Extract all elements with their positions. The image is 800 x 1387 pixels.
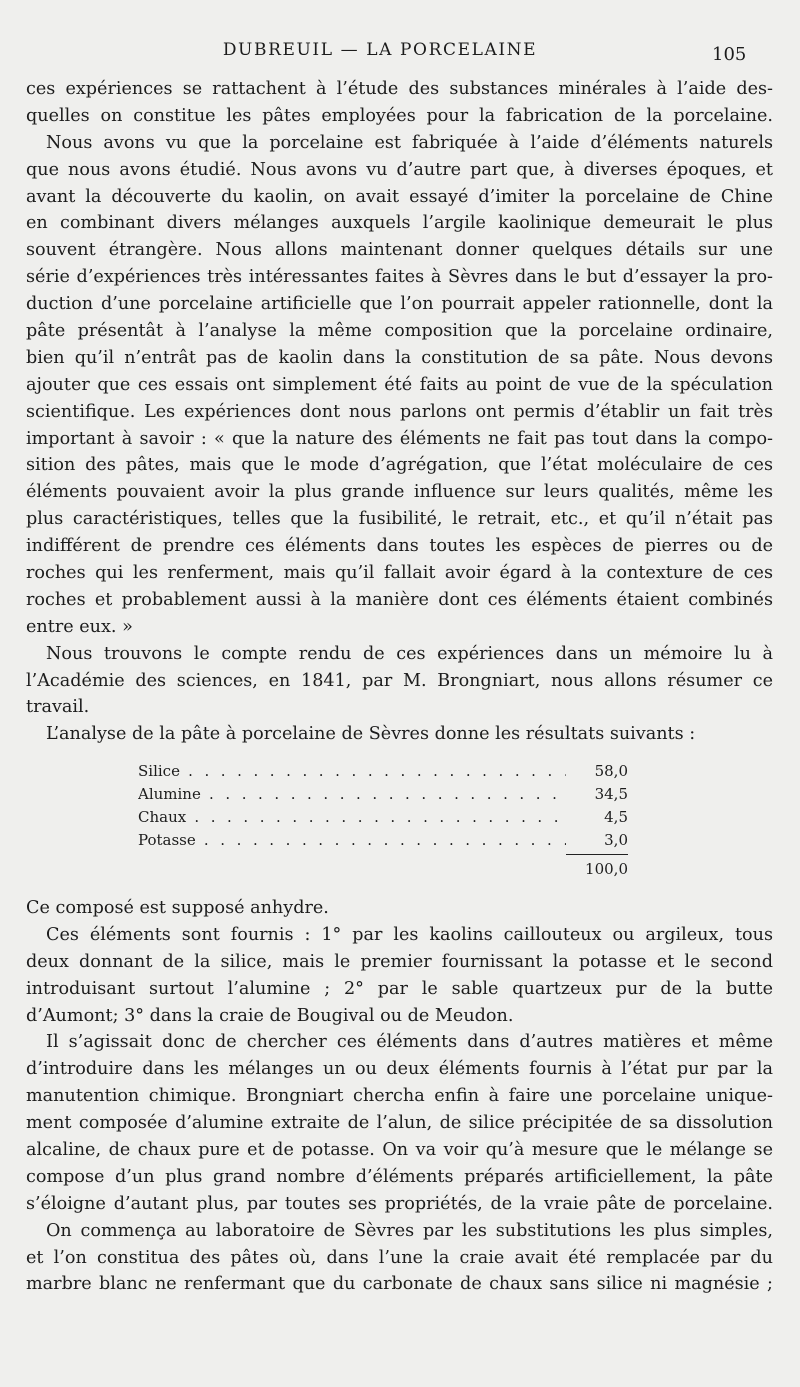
text-line: alcaline, de chaux pure et de potasse. On va voir qu’à mesure que le mélange se <box>26 1140 773 1161</box>
text-line: compose d’un plus grand nombre d’éléments préparés artificiellement, la pâte <box>26 1166 773 1187</box>
text-line: indifférent de prendre ces éléments dans toutes les espèces de pierres ou de <box>26 536 773 557</box>
composition-total: 100,0 <box>585 860 628 878</box>
text-line: souvent étrangère. Nous allons maintenant donner quelques détails sur une <box>26 240 773 261</box>
text-line: ment composée d’alumine extraite de l’alun, de silice précipitée de sa dissolution <box>26 1113 773 1134</box>
text-line: et l’on constitua des pâtes où, dans l’une la craie avait été remplacée par du <box>26 1247 773 1268</box>
component-name: Silice . . . <box>138 760 566 783</box>
text-line: pâte présentât à l’analyse la même composition que la porcelaine ordinaire, <box>26 321 773 342</box>
text-line: Ces éléments sont fournis : 1° par les kaolins caillouteux ou argileux, tous <box>46 924 773 945</box>
text-line: plus caractéristiques, telles que la fusibilité, le retrait, etc., et qu’il n’était pas <box>26 509 773 530</box>
text-line: roches qui les renferment, mais qu’il fallait avoir égard à la contexture de ces <box>26 563 773 584</box>
text-line: L’analyse de la pâte à porcelaine de Sèvres donne les résultats suivants : <box>46 724 696 745</box>
text-line: marbre blanc ne renfermant que du carbonate de chaux sans silice ni magnésie ; <box>26 1274 773 1295</box>
text-line: sition des pâtes, mais que le mode d’agrégation, que l’état moléculaire de ces <box>26 455 773 476</box>
text-line: duction d’une porcelaine artificielle que l’on pourrait appeler rationnelle, dont la <box>26 294 773 315</box>
text-line: entre eux. » <box>26 616 133 637</box>
component-value: 34,5 <box>594 785 628 803</box>
text-line: bien qu’il n’entrât pas de kaolin dans la constitution de sa pâte. Nous devons <box>26 347 773 368</box>
page-number: 105 <box>712 44 747 65</box>
component-name: Potasse . . . <box>138 829 566 852</box>
component-name: Chaux . . . <box>138 806 566 829</box>
table-row <box>138 760 628 783</box>
component-value: 4,5 <box>604 808 628 826</box>
text-line: Nous avons vu que la porcelaine est fabriquée à l’aide d’éléments naturels <box>46 132 773 153</box>
text-line: On commença au laboratoire de Sèvres par les substitutions les plus simples, <box>46 1220 773 1241</box>
component-value: 58,0 <box>594 762 628 780</box>
text-line: manutention chimique. Brongniart chercha enfin à faire une porcelaine unique- <box>26 1086 773 1107</box>
sum-rule <box>566 854 628 855</box>
text-line: scientifique. Les expériences dont nous parlons ont permis d’établir un fait très <box>26 401 773 422</box>
text-line: travail. <box>26 697 90 718</box>
text-line: deux donnant de la silice, mais le premier fournissant la potasse et le second <box>26 951 773 972</box>
page-header <box>0 40 800 66</box>
table-row <box>138 829 628 852</box>
text-line: Il s’agissait donc de chercher ces éléments dans d’autres matières et même <box>46 1032 773 1053</box>
text-line: Nous trouvons le compte rendu de ces expériences dans un mémoire lu à <box>46 643 773 664</box>
component-name: Alumine . . . <box>138 783 566 806</box>
body-text-upper <box>26 76 773 748</box>
body-text-lower <box>26 895 773 1298</box>
text-line: d’introduire dans les mélanges un ou deux éléments fournis à l’état pur par la <box>26 1059 773 1080</box>
text-line: série d’expériences très intéressantes faites à Sèvres dans le but d’essayer la pro- <box>26 267 773 288</box>
composition-table <box>138 760 628 878</box>
text-line: quelles on constitue les pâtes employées pour la fabrication de la porcelaine. <box>26 105 773 126</box>
running-title: DUBREUIL — LA PORCELAINE <box>222 40 538 60</box>
text-line: Ce composé est supposé anhydre. <box>26 898 329 918</box>
text-line: d’Aumont; 3° dans la craie de Bougival ou de Meudon. <box>26 1005 514 1026</box>
text-line: que nous avons étudié. Nous avons vu d’autre part que, à diverses époques, et <box>26 159 773 180</box>
text-line: l’Académie des sciences, en 1841, par M. Brongniart, nous allons résumer ce <box>26 670 773 691</box>
text-line: ajouter que ces essais ont simplement été faits au point de vue de la spéculation <box>26 374 773 395</box>
table-row <box>138 783 628 806</box>
text-line: roches et probablement aussi à la manière dont ces éléments étaient combinés <box>26 589 773 610</box>
text-line: important à savoir : « que la nature des éléments ne fait pas tout dans la compo- <box>26 428 773 449</box>
component-value: 3,0 <box>604 831 628 849</box>
text-line: en combinant divers mélanges auxquels l’argile kaolinique demeurait le plus <box>26 213 773 234</box>
table-row <box>138 806 628 829</box>
text-line: éléments pouvaient avoir la plus grande influence sur leurs qualités, même les <box>26 482 773 503</box>
text-line: s’éloigne d’autant plus, par toutes ses propriétés, de la vraie pâte de porcelaine. <box>26 1193 773 1214</box>
text-line: ces expériences se rattachent à l’étude des substances minérales à l’aide des- <box>26 79 773 99</box>
text-line: introduisant surtout l’alumine ; 2° par le sable quartzeux pur de la butte <box>26 978 773 999</box>
text-line: avant la découverte du kaolin, on avait essayé d’imiter la porcelaine de Chine <box>26 186 773 207</box>
